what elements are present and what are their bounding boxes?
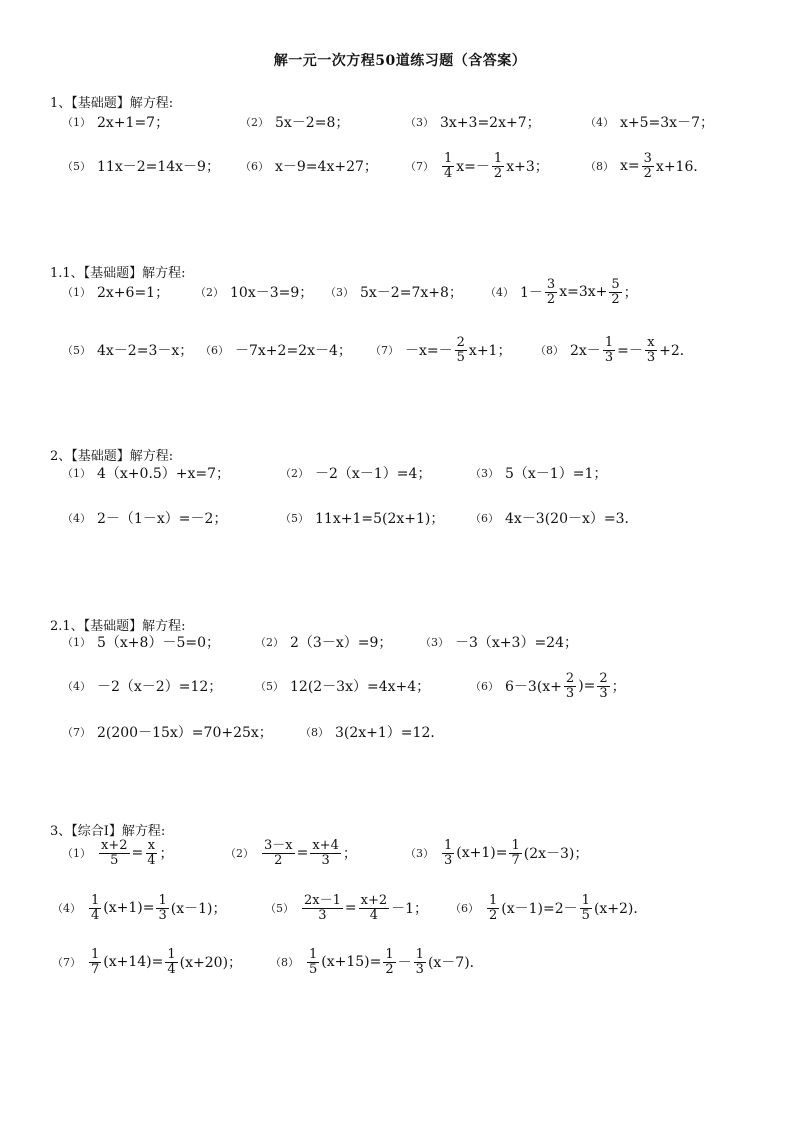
problem-number: （6） bbox=[240, 160, 269, 173]
fraction-denominator: 7 bbox=[511, 852, 520, 868]
equation-text: 2x+1=7； bbox=[97, 115, 170, 131]
section-heading: 2、【基础题】解方程: bbox=[50, 449, 174, 464]
equation-text: x－9=4x+27； bbox=[275, 159, 378, 175]
problem-item bbox=[535, 330, 694, 370]
fraction bbox=[89, 948, 101, 976]
problem-row bbox=[0, 102, 800, 142]
problem-item bbox=[62, 272, 169, 312]
fraction-denominator: 3 bbox=[444, 852, 453, 868]
equation-text: －x=－ bbox=[405, 343, 453, 359]
equation-text: (x+15)= bbox=[321, 954, 382, 970]
fraction bbox=[262, 839, 295, 867]
fraction-denominator: 2 bbox=[611, 291, 620, 307]
fraction-numerator: x+2 bbox=[360, 892, 388, 908]
equation-text: 2x－ bbox=[570, 343, 601, 359]
fraction-numerator: 3 bbox=[643, 150, 652, 166]
equation-text: (2x－3)； bbox=[523, 846, 589, 862]
problem-number: （8） bbox=[270, 956, 299, 969]
problem-item bbox=[255, 666, 430, 706]
problem-number: （5） bbox=[280, 512, 309, 525]
fraction-numerator: 2 bbox=[456, 334, 465, 350]
problem-number: （4） bbox=[62, 512, 91, 525]
fraction-denominator: 3 bbox=[318, 907, 327, 923]
equation-text: 3(2x+1）=12． bbox=[335, 725, 445, 741]
fraction bbox=[307, 948, 319, 976]
equation-text: (x+2)． bbox=[593, 901, 648, 917]
fraction-numerator: 2x－1 bbox=[304, 892, 341, 908]
fraction bbox=[89, 894, 101, 922]
problem-number: （4） bbox=[52, 902, 81, 915]
problem-item bbox=[255, 622, 392, 662]
fraction-denominator: 4 bbox=[444, 165, 453, 181]
fraction bbox=[165, 948, 177, 976]
equation-text: － bbox=[397, 955, 412, 971]
problem-item bbox=[280, 498, 444, 538]
fraction bbox=[564, 672, 576, 700]
problem-number: （2） bbox=[280, 467, 309, 480]
fraction bbox=[414, 948, 426, 976]
equation-text: x+1； bbox=[468, 343, 512, 359]
equation-text: =－ bbox=[617, 343, 643, 359]
fraction bbox=[383, 948, 395, 976]
problem-number: （7） bbox=[370, 344, 399, 357]
problem-item bbox=[52, 888, 226, 928]
fraction-numerator: 1 bbox=[309, 946, 318, 962]
equation-text: ； bbox=[611, 679, 626, 695]
equation-text: 2(200－15x）=70+25x； bbox=[97, 725, 273, 741]
problem-number: （1） bbox=[62, 847, 91, 860]
fraction-numerator: 1 bbox=[493, 150, 503, 166]
problem-row bbox=[0, 146, 800, 186]
section-heading: 2.1、【基础题】解方程: bbox=[50, 619, 186, 634]
problem-item bbox=[265, 888, 428, 928]
fraction-denominator: 2 bbox=[274, 852, 283, 868]
fraction-numerator: 1 bbox=[415, 946, 424, 962]
fraction bbox=[310, 839, 341, 867]
problem-number: （1） bbox=[62, 636, 91, 649]
problem-row bbox=[0, 272, 800, 312]
fraction-numerator: x+2 bbox=[101, 837, 128, 853]
fraction bbox=[442, 152, 454, 180]
fraction bbox=[642, 152, 654, 180]
equation-text: 5（x－1）=1； bbox=[505, 466, 608, 482]
problem-number: （8） bbox=[300, 726, 329, 739]
page-title: 解一元一次方程50道练习题（含答案） bbox=[273, 53, 527, 69]
fraction bbox=[487, 894, 499, 922]
problem-number: （2） bbox=[255, 636, 284, 649]
fraction-denominator: 7 bbox=[91, 961, 100, 977]
equation-text: x=－ bbox=[456, 159, 490, 175]
problem-number: （3） bbox=[405, 116, 434, 129]
problem-item bbox=[585, 146, 707, 186]
problem-number: （7） bbox=[52, 956, 81, 969]
section-heading: 1、【基础题】解方程: bbox=[50, 96, 174, 111]
problem-number: （2） bbox=[225, 847, 254, 860]
problem-item bbox=[325, 272, 463, 312]
fraction-denominator: 2 bbox=[385, 961, 394, 977]
fraction bbox=[145, 839, 157, 867]
fraction-numerator: 1 bbox=[604, 334, 614, 350]
equation-text: = bbox=[131, 845, 144, 861]
section-heading: 3、【综合Ⅰ】解方程: bbox=[50, 824, 166, 839]
fraction-denominator: 3 bbox=[321, 852, 330, 868]
problem-number: （2） bbox=[240, 116, 269, 129]
problem-item bbox=[52, 942, 242, 982]
problem-item bbox=[62, 146, 220, 186]
equation-text: 5x－2=8； bbox=[275, 115, 350, 131]
equation-text: )= bbox=[578, 678, 596, 694]
equation-text: (x+1)= bbox=[103, 900, 155, 916]
fraction-numerator: 5 bbox=[611, 276, 620, 292]
fraction-denominator: 2 bbox=[489, 907, 498, 923]
problem-item bbox=[280, 453, 431, 493]
fraction-denominator: 4 bbox=[147, 852, 156, 868]
problem-row bbox=[0, 942, 800, 982]
problem-number: （6） bbox=[450, 902, 479, 915]
problem-item bbox=[62, 498, 227, 538]
fraction-numerator: 1 bbox=[511, 837, 520, 853]
fraction-numerator: 1 bbox=[91, 946, 100, 962]
problem-row bbox=[0, 498, 800, 538]
fraction-denominator: 2 bbox=[546, 291, 556, 307]
problem-item bbox=[62, 330, 193, 370]
fraction-numerator: x bbox=[647, 334, 655, 350]
problem-number: （4） bbox=[485, 286, 514, 299]
equation-text: 5x－2=7x+8； bbox=[360, 285, 463, 301]
equation-text: (x+14)= bbox=[103, 954, 164, 970]
equation-text: (x－1)； bbox=[170, 901, 227, 917]
equation-text: 2（3－x）=9； bbox=[290, 635, 393, 651]
equation-text: －2（x－2）=12； bbox=[97, 679, 223, 695]
equation-text: 4x－3(20－x）=3． bbox=[505, 511, 639, 527]
fraction bbox=[99, 839, 130, 867]
fraction-numerator: 1 bbox=[581, 892, 590, 908]
problem-item bbox=[450, 888, 647, 928]
fraction bbox=[492, 152, 504, 180]
equation-text: 2x+6=1； bbox=[97, 285, 170, 301]
equation-text: －1； bbox=[391, 901, 429, 917]
fraction bbox=[545, 278, 557, 306]
fraction-denominator: 3 bbox=[415, 961, 424, 977]
fraction bbox=[302, 894, 343, 922]
fraction bbox=[509, 839, 521, 867]
problem-number: （3） bbox=[470, 467, 499, 480]
problem-item bbox=[62, 102, 169, 142]
fraction-denominator: 4 bbox=[369, 907, 378, 923]
equation-text: 11x+1=5(2x+1)； bbox=[315, 511, 445, 527]
problem-item bbox=[62, 712, 273, 752]
equation-text: 11x－2=14x－9； bbox=[97, 159, 220, 175]
problem-item bbox=[420, 622, 578, 662]
problem-number: （5） bbox=[265, 902, 294, 915]
fraction-numerator: 1 bbox=[91, 892, 100, 908]
equation-text: (x+20)； bbox=[179, 955, 243, 971]
problem-item bbox=[240, 102, 349, 142]
problem-item bbox=[470, 453, 607, 493]
problem-number: （1） bbox=[62, 116, 91, 129]
fraction bbox=[609, 278, 621, 306]
fraction-numerator: x+4 bbox=[312, 837, 339, 853]
fraction-numerator: 1 bbox=[167, 946, 176, 962]
fraction-denominator: 3 bbox=[646, 349, 656, 365]
problem-item bbox=[470, 666, 626, 706]
problem-number: （3） bbox=[405, 847, 434, 860]
equation-text: 2－（1－x）=－2； bbox=[97, 511, 228, 527]
fraction-numerator: 1 bbox=[158, 892, 167, 908]
problem-item bbox=[585, 102, 714, 142]
fraction-denominator: 4 bbox=[91, 907, 100, 923]
fraction bbox=[645, 336, 657, 364]
fraction-numerator: 3－x bbox=[264, 837, 293, 853]
equation-text: 1－ bbox=[520, 285, 543, 301]
fraction-denominator: 5 bbox=[309, 961, 318, 977]
equation-text: 4（x+0.5）+x=7； bbox=[97, 466, 231, 482]
problem-item bbox=[470, 498, 639, 538]
problem-item bbox=[485, 272, 638, 312]
problem-number: （7） bbox=[405, 160, 434, 173]
problem-number: （1） bbox=[62, 467, 91, 480]
problem-number: （3） bbox=[420, 636, 449, 649]
problem-row bbox=[0, 330, 800, 370]
fraction-denominator: 4 bbox=[167, 961, 176, 977]
equation-text: －7x+2=2x－4； bbox=[235, 343, 352, 359]
equation-text: (x+1)= bbox=[456, 845, 508, 861]
problem-row bbox=[0, 712, 800, 752]
problem-number: （3） bbox=[325, 286, 354, 299]
section-heading: 1.1、【基础题】解方程: bbox=[50, 266, 186, 281]
problem-number: （7） bbox=[62, 726, 91, 739]
fraction-denominator: 3 bbox=[604, 349, 614, 365]
fraction bbox=[603, 336, 615, 364]
problem-number: （6） bbox=[470, 512, 499, 525]
fraction-numerator: 2 bbox=[599, 670, 608, 686]
fraction bbox=[455, 336, 467, 364]
equation-text: x= bbox=[620, 158, 640, 174]
problem-number: （6） bbox=[470, 680, 499, 693]
equation-text: +2． bbox=[659, 343, 694, 359]
problem-row bbox=[0, 833, 800, 873]
problem-number: （4） bbox=[585, 116, 614, 129]
equation-text: －3（x+3）=24； bbox=[455, 635, 578, 651]
problem-number: （8） bbox=[535, 344, 564, 357]
fraction-numerator: 1 bbox=[489, 892, 498, 908]
equation-text: x+3； bbox=[506, 159, 549, 175]
equation-text: 10x－3=9； bbox=[230, 285, 314, 301]
equation-text: ； bbox=[623, 285, 638, 301]
problem-row bbox=[0, 666, 800, 706]
fraction-denominator: 3 bbox=[599, 685, 608, 701]
problem-item bbox=[62, 453, 230, 493]
equation-text: 6－3(x+ bbox=[505, 679, 562, 695]
fraction-denominator: 2 bbox=[493, 165, 503, 181]
equation-text: x=3x+ bbox=[559, 284, 608, 300]
fraction bbox=[359, 894, 390, 922]
fraction-denominator: 5 bbox=[110, 852, 119, 868]
fraction bbox=[597, 672, 609, 700]
equation-text: (x－1)=2－ bbox=[501, 901, 578, 917]
problem-row bbox=[0, 453, 800, 493]
equation-text: 3x+3=2x+7； bbox=[440, 115, 541, 131]
problem-number: （5） bbox=[62, 160, 91, 173]
problem-row bbox=[0, 622, 800, 662]
problem-item bbox=[370, 330, 511, 370]
fraction-numerator: x bbox=[147, 837, 156, 853]
problem-number: （8） bbox=[585, 160, 614, 173]
problem-number: （6） bbox=[200, 344, 229, 357]
equation-text: －2（x－1）=4； bbox=[315, 466, 432, 482]
problem-item bbox=[240, 146, 378, 186]
problem-item bbox=[195, 272, 313, 312]
problem-item bbox=[62, 833, 174, 873]
equation-text: ； bbox=[342, 846, 357, 862]
fraction bbox=[156, 894, 168, 922]
fraction-numerator: 1 bbox=[444, 150, 453, 166]
fraction-denominator: 5 bbox=[456, 349, 465, 365]
problem-number: （4） bbox=[62, 680, 91, 693]
problem-number: （1） bbox=[62, 286, 91, 299]
problem-item bbox=[405, 833, 588, 873]
equation-text: 4x－2=3－x； bbox=[97, 343, 194, 359]
equation-text: = bbox=[296, 845, 309, 861]
fraction-numerator: 1 bbox=[385, 946, 394, 962]
fraction-denominator: 3 bbox=[158, 907, 167, 923]
problem-number: （5） bbox=[62, 344, 91, 357]
problem-item bbox=[405, 146, 549, 186]
fraction bbox=[580, 894, 592, 922]
problem-row bbox=[0, 888, 800, 928]
problem-item bbox=[225, 833, 357, 873]
problem-item bbox=[62, 666, 222, 706]
equation-text: = bbox=[344, 900, 357, 916]
problem-item bbox=[405, 102, 541, 142]
equation-text: x+16． bbox=[655, 159, 708, 175]
problem-number: （2） bbox=[195, 286, 224, 299]
problem-item bbox=[300, 712, 444, 752]
problem-number: （5） bbox=[255, 680, 284, 693]
fraction bbox=[442, 839, 454, 867]
equation-text: x+5=3x－7； bbox=[620, 115, 714, 131]
fraction-numerator: 2 bbox=[565, 670, 575, 686]
fraction-denominator: 5 bbox=[581, 907, 590, 923]
problem-item bbox=[62, 622, 220, 662]
fraction-denominator: 3 bbox=[565, 685, 575, 701]
fraction-numerator: 1 bbox=[444, 837, 453, 853]
problem-item bbox=[270, 942, 484, 982]
equation-text: 12(2－3x）=4x+4； bbox=[290, 679, 431, 695]
fraction-denominator: 2 bbox=[643, 165, 652, 181]
fraction-numerator: 3 bbox=[546, 276, 556, 292]
equation-text: (x－7)． bbox=[427, 955, 484, 971]
equation-text: ； bbox=[159, 846, 174, 862]
problem-item bbox=[200, 330, 352, 370]
equation-text: 5（x+8）－5=0； bbox=[97, 635, 220, 651]
